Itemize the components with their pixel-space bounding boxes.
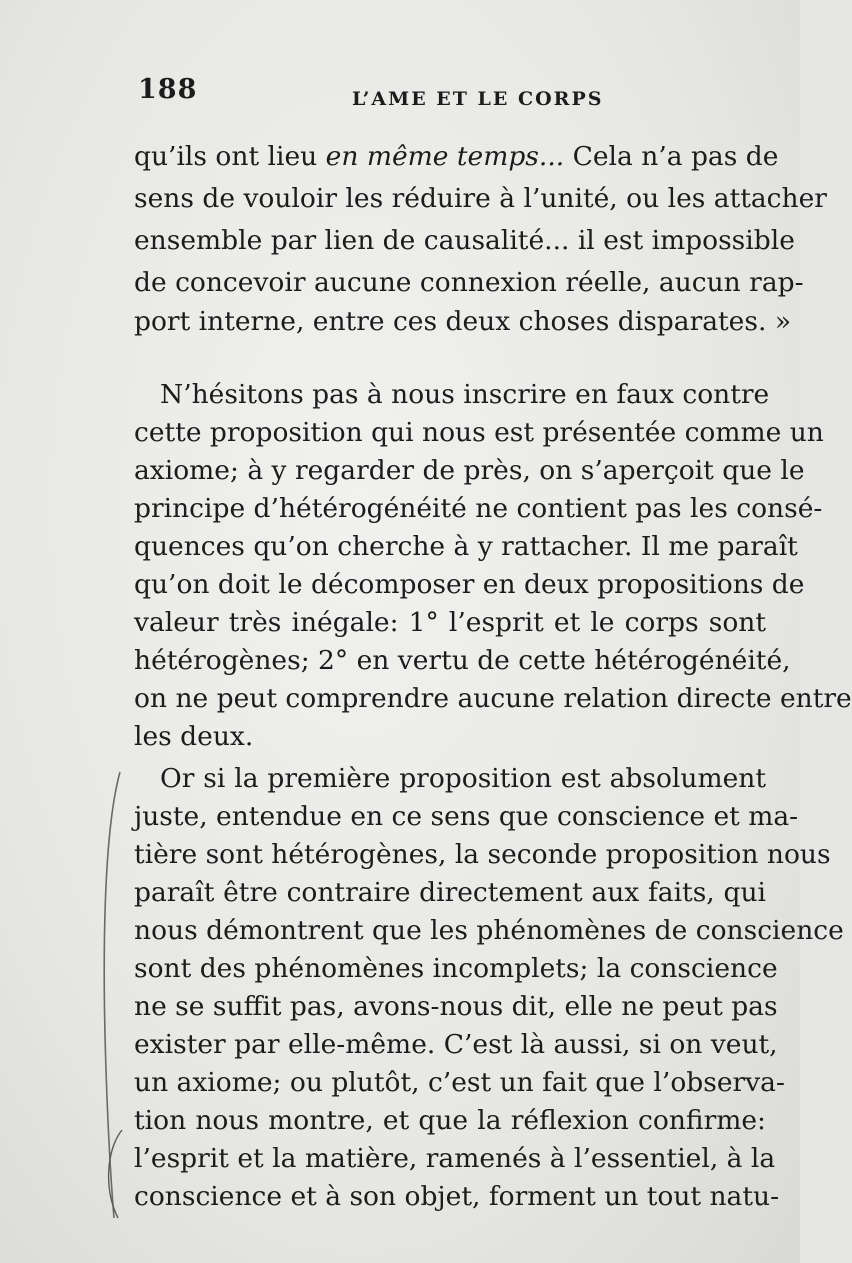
text-line: l’esprit et la matière, ramenés à l’essentiel, à la — [134, 1143, 776, 1174]
running-head: L’AME ET LE CORPS — [352, 88, 604, 110]
text-line: on ne peut comprendre aucune relation directe entre — [134, 683, 852, 714]
text-line: N’hésitons pas à nous inscrire en faux contre — [160, 379, 770, 410]
pencil-margin-mark — [92, 770, 132, 1220]
text-line: valeur très inégale: 1° l’esprit et le corps sont — [134, 607, 766, 638]
text-line: sont des phénomènes incomplets; la conscience — [134, 953, 778, 984]
page-number: 188 — [138, 74, 198, 105]
text-line: principe d’hétérogénéité ne contient pas les consé- — [134, 493, 823, 524]
text-line: juste, entendue en ce sens que conscience et ma- — [134, 801, 799, 832]
text-line: tière sont hétérogènes, la seconde proposition nous — [134, 839, 831, 870]
text-line: exister par elle-même. C’est là aussi, si on veut, — [134, 1029, 778, 1060]
text-line: cette proposition qui nous est présentée comme un — [134, 417, 824, 448]
text-line: paraît être contraire directement aux faits, qui — [134, 877, 766, 908]
text-line: conscience et à son objet, forment un tout natu- — [134, 1181, 780, 1212]
text-line: qu’ils ont lieu en même temps... Cela n’a pas de — [134, 141, 779, 172]
text-line: axiome; à y regarder de près, on s’aperçoit que le — [134, 455, 805, 486]
text-line: les deux. — [134, 721, 254, 752]
text-line: un axiome; ou plutôt, c’est un fait que l’observa- — [134, 1067, 785, 1098]
text-line: ensemble par lien de causalité... il est impossible — [134, 225, 795, 256]
text-line: de concevoir aucune connexion réelle, aucun rap- — [134, 267, 804, 298]
text-line: qu’on doit le décomposer en deux propositions de — [134, 569, 805, 600]
text-line: tion nous montre, et que la réflexion confirme: — [134, 1105, 766, 1136]
text-line: quences qu’on cherche à y rattacher. Il me paraît — [134, 531, 798, 562]
text-line: port interne, entre ces deux choses disparates. » — [134, 306, 792, 337]
text-line: Or si la première proposition est absolument — [160, 763, 766, 794]
text-line: hétérogènes; 2° en vertu de cette hétérogénéité, — [134, 645, 791, 676]
text-line: sens de vouloir les réduire à l’unité, ou les attacher — [134, 183, 827, 214]
text-line: ne se suffit pas, avons-nous dit, elle ne peut pas — [134, 991, 778, 1022]
text-line: nous démontrent que les phénomènes de conscience — [134, 915, 844, 946]
